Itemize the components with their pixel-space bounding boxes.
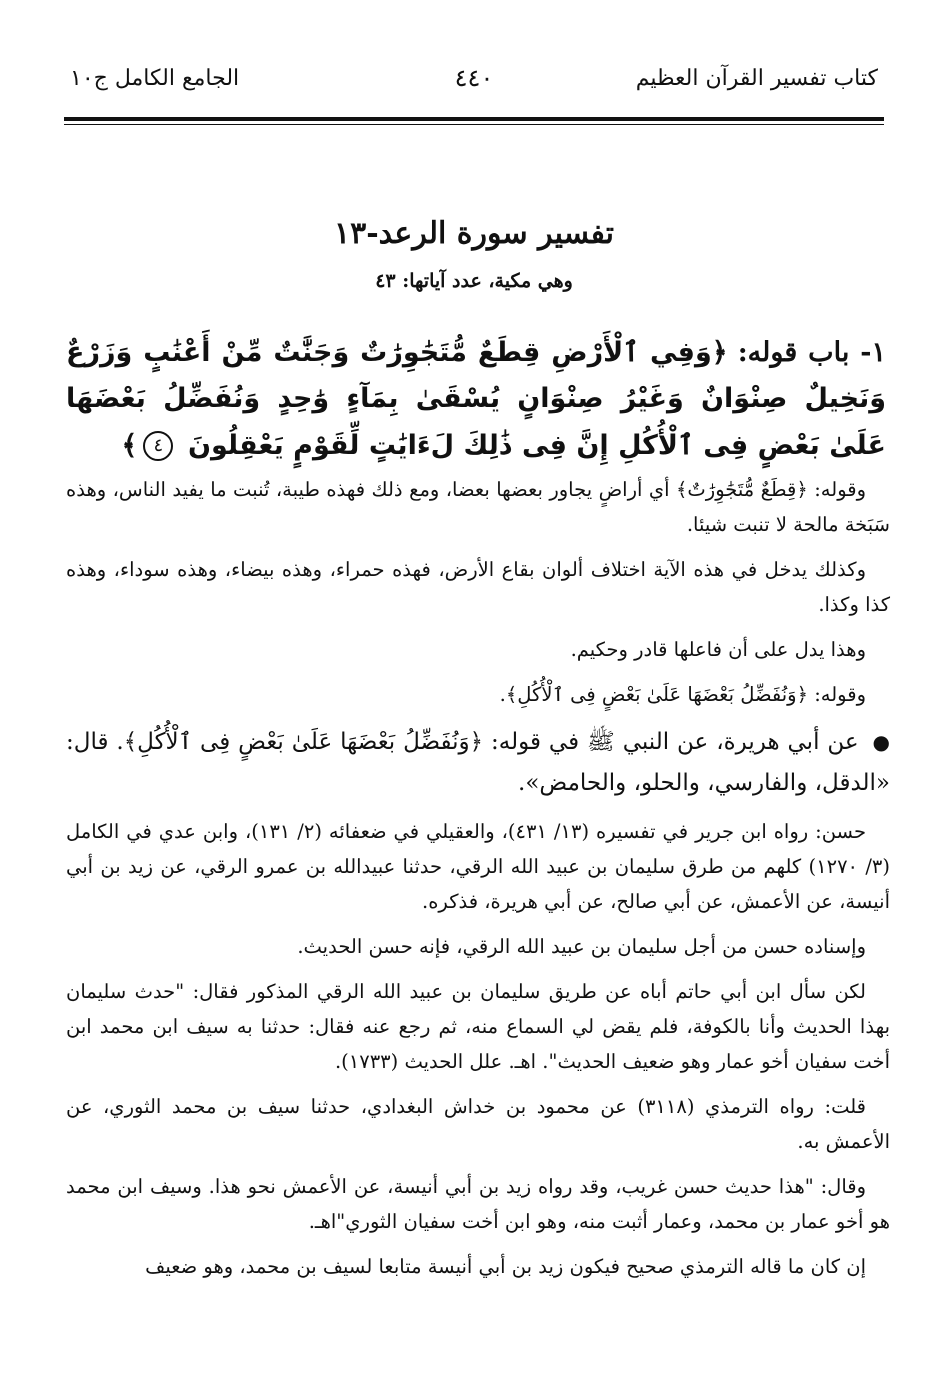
p4-lead: وقوله: bbox=[808, 683, 866, 706]
paragraph-9: قلت: رواه الترمذي (٣١١٨) عن محمود بن خداش البغدادي، حدثنا سيف بن محمد الثوري، عن الأعمش به. bbox=[66, 1095, 890, 1153]
hadith-paragraph bbox=[66, 722, 890, 804]
header-rule-thin bbox=[64, 124, 884, 125]
paragraph-8: لكن سأل ابن أبي حاتم أباه عن طريق سليمان بن عبيد الله الرقي المذكور فقال: "حدث سليمان بهذا الحديث وأنا بالكوفة، فلم يقض لي السماع منه، ثم رجع عنه فقال: حدثنا به سيف ابن محمد ابن أخت سفيان أخو عمار وهو ضعيف الحديث". اهـ. علل الحديث (١٧٣٣). bbox=[66, 980, 890, 1073]
paragraph-6: حسن: رواه ابن جرير في تفسيره (١٣/ ٤٣١)، والعقيلي في ضعفائه (٢/ ١٣١)، وابن عدي في الكامل (٣/ ١٢٧٠) كلهم من طرق سليمان بن عبيد الله الرقي، حدثنا عبيدالله بن عمرو الرقي، عن زيد بن أبي أنيسة، عن الأعمش، عن أبي صالح، عن أبي هريرة، فذكره. bbox=[66, 820, 890, 913]
hadith-quran-quote: ﴿وَنُفَضِّلُ بَعْضَهَا عَلَىٰ بَعْضٍ فِى ٱلْأُكُلِ﴾ bbox=[123, 729, 484, 755]
paragraph-7: وإسناده حسن من أجل سليمان بن عبيد الله الرقي، فإنه حسن الحديث. bbox=[297, 935, 866, 958]
p1-lead: وقوله: bbox=[807, 478, 867, 501]
chapter-subtitle: وهي مكية، عدد آياتها: ٤٣ bbox=[375, 270, 573, 292]
ayah-number-marker: ٤ bbox=[143, 431, 173, 461]
verse-close-bracket: ﴾ bbox=[121, 429, 138, 461]
quran-verse-text: وَفِي ٱلْأَرْضِ قِطَعٌ مُّتَجَٰوِرَٰتٌ وَجَنَّٰتٌ مِّنْ أَعْنَٰبٍ وَزَرْعٌ وَنَخِيلٌ صِنْوَانٌ وَغَيْرُ صِنْوَانٍ يُسْقَىٰ بِمَآءٍ وَٰحِدٍ وَنُفَضِّلُ بَعْضَهَا عَلَىٰ بَعْضٍ فِى ٱلْأُكُلِ إِنَّ فِى ذَٰلِكَ لَءَايَٰتٍ لِّقَوْمٍ يَعْقِلُونَ bbox=[66, 337, 886, 461]
paragraph-1 bbox=[66, 472, 890, 542]
hadith-text: . قال: «الدقل، والفارسي، والحلو، والحامض». bbox=[66, 729, 890, 796]
page-number: ٤٤٠ bbox=[454, 64, 494, 92]
p1-text: أي أراضٍ يجاور بعضها بعضا، ومع ذلك فهذه طيبة، تُنبت ما يفيد الناس، وهذه سَبَخة مالحة لا تنبت شيئا. bbox=[66, 478, 890, 536]
hadith-lead: عن أبي هريرة، عن النبي ﷺ في قوله: bbox=[483, 729, 867, 755]
paragraph-4 bbox=[66, 677, 890, 712]
paragraph-3: وهذا يدل على أن فاعلها قادر وحكيم. bbox=[570, 638, 866, 661]
body-text bbox=[66, 472, 890, 1294]
paragraph-10: وقال: "هذا حديث حسن غريب، وقد رواه زيد بن أبي أنيسة، عن الأعمش نحو هذا. وسيف ابن محمد هو أخو عمار بن محمد، وعمار أثبت منه، وهو ابن أخت سفيان الثوري"اهـ. bbox=[66, 1175, 890, 1233]
running-header bbox=[64, 58, 884, 102]
paragraph-11: إن كان ما قاله الترمذي صحيح فيكون زيد بن أبي أنيسة متابعا لسيف بن محمد، وهو ضعيف bbox=[145, 1255, 866, 1278]
chapter-title: تفسير سورة الرعد-١٣ bbox=[334, 216, 614, 251]
paragraph-2: وكذلك يدخل في هذه الآية اختلاف ألوان بقاع الأرض، فهذه حمراء، وهذه بيضاء، وهذه سوداء، وهذه كذا وكذا. bbox=[66, 558, 890, 616]
section-label: ١- باب قوله: bbox=[737, 337, 886, 368]
header-rule-thick bbox=[64, 117, 884, 121]
verse-open-bracket: ﴿ bbox=[711, 337, 728, 368]
p1-quran-quote: ﴿قِطَعٌ مُّتَجَٰوِرَٰتٌ﴾ bbox=[676, 478, 808, 501]
book-title: كتاب تفسير القرآن العظيم bbox=[635, 66, 878, 91]
p4-end: . bbox=[499, 683, 506, 706]
collection-title: الجامع الكامل ج١٠ bbox=[70, 66, 240, 91]
p4-quran-quote: ﴿وَنُفَضِّلُ بَعْضَهَا عَلَىٰ بَعْضٍ فِى ٱلْأُكُلِ﴾ bbox=[505, 683, 809, 706]
verse-heading bbox=[66, 330, 886, 469]
bullet-icon: ● bbox=[872, 730, 890, 754]
